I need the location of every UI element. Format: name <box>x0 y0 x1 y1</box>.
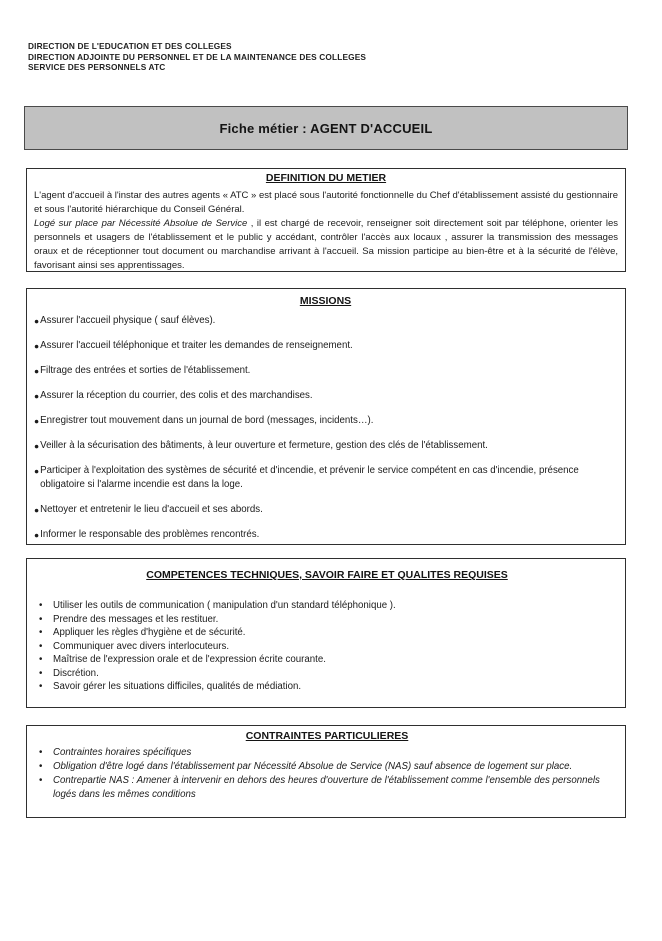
mission-item <box>34 364 617 378</box>
bullet-icon: ● <box>34 505 40 515</box>
bullet-icon: • <box>39 613 43 625</box>
competence-item <box>39 653 615 667</box>
mission-item-text: Filtrage des entrées et sorties de l'établissement. <box>40 365 251 376</box>
mission-item <box>34 528 617 542</box>
competence-item <box>39 640 615 654</box>
mission-item-text: Nettoyer et entretenir le lieu d'accueil et ses abords. <box>40 504 263 515</box>
competence-item-text: Communiquer avec divers interlocuteurs. <box>53 640 230 652</box>
bullet-icon: ● <box>34 391 40 401</box>
competence-item <box>39 613 615 627</box>
mission-item-text: Veiller à la sécurisation des bâtiments, à leur ouverture et fermeture, gestion des clés de l'établissement. <box>40 440 488 451</box>
bullet-icon: • <box>39 600 43 611</box>
contrainte-item <box>39 774 615 802</box>
mission-item-text: Assurer l'accueil téléphonique et traiter les demandes de renseignement. <box>40 340 353 351</box>
bullet-icon: ● <box>34 366 40 376</box>
org-header <box>28 41 366 73</box>
contrainte-item <box>39 746 615 760</box>
competence-item-text: Savoir gérer les situations difficiles, qualités de médiation. <box>53 681 302 692</box>
competence-item-text: Utiliser les outils de communication ( manipulation d'un standard téléphonique ). <box>53 600 396 611</box>
competence-item <box>39 599 615 613</box>
document-title: Fiche métier : AGENT D'ACCUEIL <box>219 120 433 136</box>
contrainte-item <box>39 760 615 774</box>
mission-item-text: Enregistrer tout mouvement dans un journal de bord (messages, incidents…). <box>40 415 374 426</box>
bullet-icon: ● <box>34 341 40 351</box>
contrainte-item-text: Contraintes horaires spécifiques <box>53 747 192 758</box>
missions-section-title: MISSIONS <box>299 295 352 307</box>
competence-item-text: Prendre des messages et les restituer. <box>53 613 219 625</box>
mission-item <box>34 464 617 492</box>
bullet-icon: • <box>39 761 43 772</box>
missions-section <box>26 288 626 545</box>
bullet-icon: • <box>39 775 43 786</box>
competence-item-text: Discrétion. <box>53 667 99 679</box>
mission-item <box>34 339 617 353</box>
org-header-line: DIRECTION ADJOINTE DU PERSONNEL ET DE LA MAINTENANCE DES COLLEGES <box>28 51 367 62</box>
mission-item-text: Participer à l'exploitation des systèmes de sécurité et d'incendie, et prévenir le service compétent en cas d'incendie, présence obligatoire si l'alarme incendie est dans la loge. <box>40 465 579 490</box>
mission-item <box>34 389 617 403</box>
bullet-icon: • <box>39 681 43 692</box>
contraintes-section <box>26 725 626 818</box>
bullet-icon: ● <box>34 530 40 540</box>
competence-item <box>39 626 615 640</box>
mission-item <box>34 314 617 328</box>
bullet-icon: • <box>39 627 43 638</box>
competences-section <box>26 558 626 708</box>
mission-item <box>34 503 617 517</box>
definition-section <box>26 168 626 272</box>
title-banner <box>24 106 628 150</box>
definition-paragraph-2-rest: , il est chargé de recevoir, renseigner soit directement soit par téléphone, orienter les personnels et usagers de l'établissement et le public y accédant, contrôler l'accès aux locaux , assurer la transmission des messages oraux et de réceptionner tout document ou marchandise arrivant à l'accueil. Sa mission participe au bien-être et à la sécurité de l'élève, favorisant ainsi ses apprentissages. <box>34 218 618 271</box>
definition-paragraph-2 <box>34 217 618 272</box>
contrainte-item-text: Obligation d'être logé dans l'établissement par Nécessité Absolue de Service (NAS) sauf absence de logement sur place. <box>53 761 573 772</box>
bullet-icon: • <box>39 667 43 679</box>
mission-item-text: Assurer l'accueil physique ( sauf élèves). <box>40 315 216 326</box>
definition-section-title: DEFINITION DU METIER <box>265 172 387 184</box>
competence-item-text: Appliquer les règles d'hygiène et de sécurité. <box>53 627 246 638</box>
competence-item-text: Maîtrise de l'expression orale et de l'expression écrite courante. <box>53 654 326 665</box>
bullet-icon: ● <box>34 441 40 451</box>
contraintes-section-title: CONTRAINTES PARTICULIERES <box>245 730 409 742</box>
bullet-icon: • <box>39 654 43 665</box>
mission-item <box>34 439 617 453</box>
definition-paragraph-2-italic: Logé sur place par Nécessité Absolue de Service <box>34 218 248 229</box>
mission-item-text: Assurer la réception du courrier, des colis et des marchandises. <box>40 390 313 401</box>
competences-section-title: COMPETENCES TECHNIQUES, SAVOIR FAIRE ET QUALITES REQUISES <box>146 569 508 581</box>
org-header-line: DIRECTION DE L'EDUCATION ET DES COLLEGES <box>28 41 232 51</box>
competence-item <box>39 667 615 681</box>
mission-item <box>34 414 617 428</box>
bullet-icon: ● <box>34 466 40 476</box>
bullet-icon: ● <box>34 416 40 426</box>
bullet-icon: • <box>39 640 43 652</box>
bullet-icon: • <box>39 747 43 758</box>
definition-paragraph-1: L'agent d'accueil à l'instar des autres agents « ATC » est placé sous l'autorité fonctionnelle du Chef d'établissement assisté du gestionnaire et sous l'autorité hiérarchique du Conseil Général. <box>34 190 618 215</box>
mission-item-text: Informer le responsable des problèmes rencontrés. <box>40 529 260 540</box>
org-header-line: SERVICE DES PERSONNELS ATC <box>28 62 166 72</box>
contrainte-item-text: Contrepartie NAS : Amener à intervenir en dehors des heures d'ouverture de l'établissement comme l'ensemble des personnels logés dans les mêmes conditions <box>53 775 600 800</box>
bullet-icon: ● <box>34 316 40 326</box>
competence-item <box>39 680 615 694</box>
